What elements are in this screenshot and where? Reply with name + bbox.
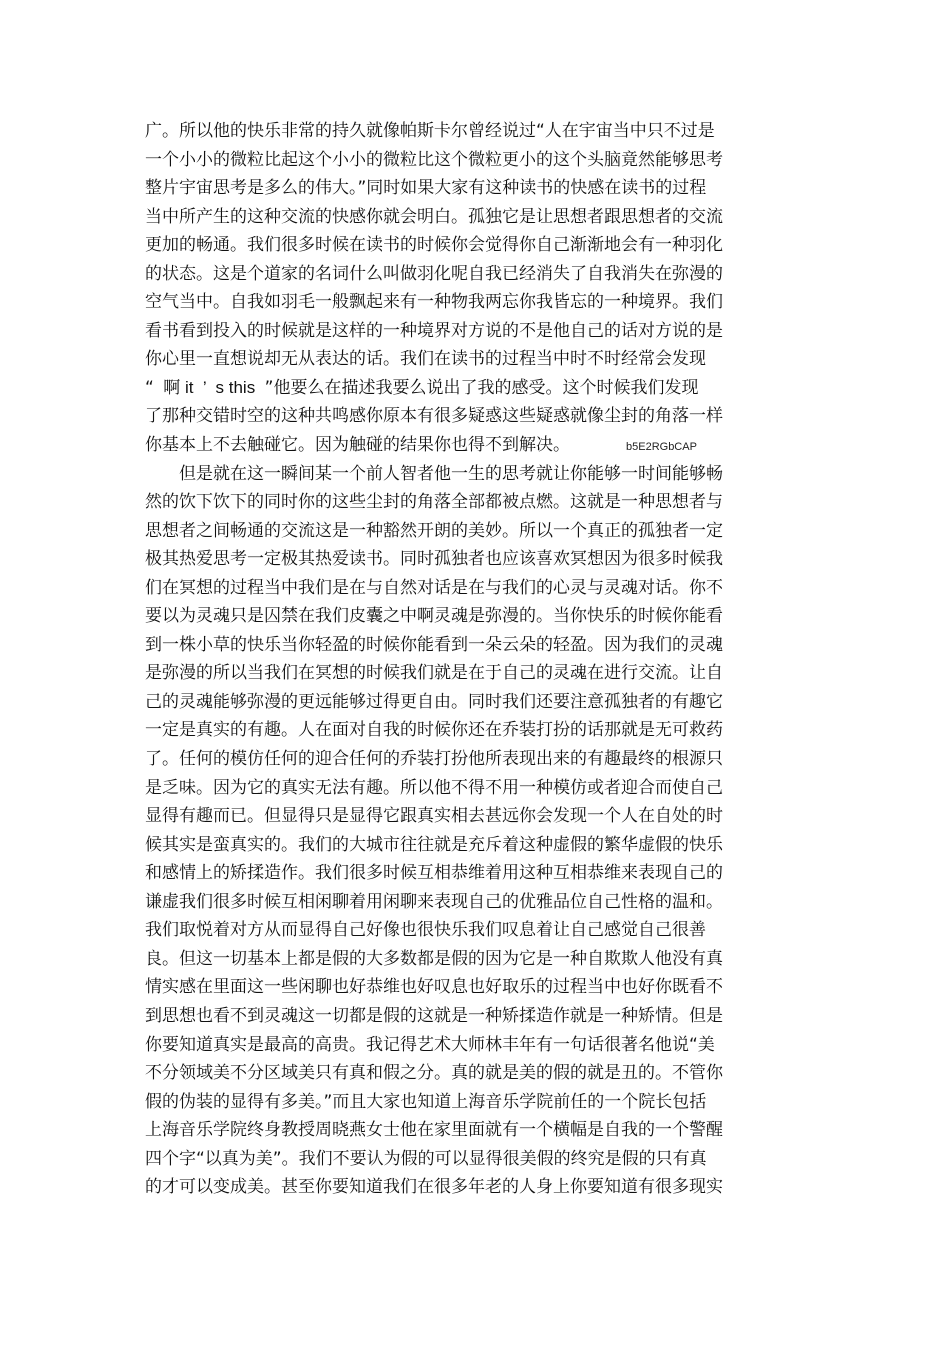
text-line: 一定是真实的有趣。人在面对自我的时候你还在乔装打扮的话那就是无可救药 bbox=[145, 720, 723, 741]
text-line: 良。但这一切基本上都是假的大多数都是假的因为它是一种自欺欺人他没有真 bbox=[145, 948, 723, 969]
text-line: 思想者之间畅通的交流这是一种豁然开朗的美妙。所以一个真正的孤独者一定 bbox=[145, 520, 723, 541]
text-line: 四个字“以真为美”。我们不要认为假的可以显得很美假的终究是假的只有真 bbox=[145, 1148, 707, 1169]
text-line: 们在冥想的过程当中我们是在与自然对话是在与我们的心灵与灵魂对话。你不 bbox=[145, 577, 723, 598]
quote-line bbox=[145, 374, 760, 403]
text-line: 要以为灵魂只是囚禁在我们皮囊之中啊灵魂是弥漫的。当你快乐的时候你能看 bbox=[145, 606, 723, 627]
text-line-last bbox=[145, 431, 760, 460]
text-line: 极其热爱思考一定极其热爱读书。同时孤独者也应该喜欢冥想因为很多时候我 bbox=[145, 549, 723, 570]
last-line-text: 你基本上不去触碰它。因为触碰的结果你也得不到解决。 bbox=[145, 435, 570, 456]
text-line: 了那种交错时空的这种共鸣感你原本有很多疑惑这些疑惑就像尘封的角落一样 bbox=[145, 406, 723, 427]
text-line: 你心里一直想说却无从表达的话。我们在读书的过程当中时不时经常会发现 bbox=[145, 349, 706, 370]
text-line: 广。所以他的快乐非常的持久就像帕斯卡尔曾经说过“人在宇宙当中只不过是 bbox=[145, 121, 715, 141]
text-line: 的才可以变成美。甚至你要知道我们在很多年老的人身上你要知道有很多现实 bbox=[145, 1177, 723, 1198]
text-line: 空气当中。自我如羽毛一般飘起来有一种物我两忘你我皆忘的一种境界。我们 bbox=[145, 292, 723, 313]
paragraph-2 bbox=[145, 460, 760, 1202]
quote-open: “ bbox=[145, 377, 154, 398]
text-line: 假的伪装的显得有多美。”而且大家也知道上海音乐学院前任的一个院长包括 bbox=[145, 1091, 707, 1112]
quote-close: ” bbox=[264, 377, 274, 398]
text-line: 情实感在里面这一些闲聊也好恭维也好叹息也好取乐的过程当中也好你既看不 bbox=[145, 977, 723, 998]
text-line: 是弥漫的所以当我们在冥想的时候我们就是在于自己的灵魂在进行交流。让自 bbox=[145, 663, 723, 684]
text-line: 当中所产生的这种交流的快感你就会明白。孤独它是让思想者跟思想者的交流 bbox=[145, 206, 723, 227]
text-line: 我们取悦着对方从而显得自己好像也很快乐我们叹息着让自己感觉自己很善 bbox=[145, 920, 706, 941]
text-line: 了。任何的模仿任何的迎合任何的乔装打扮他所表现出来的有趣最终的根源只 bbox=[145, 749, 723, 770]
text-line: 更加的畅通。我们很多时候在读书的时候你会觉得你自己渐渐地会有一种羽化 bbox=[145, 235, 723, 256]
text-line-first: 但是就在这一瞬间某一个前人智者他一生的思考就让你能够一时间能够畅 bbox=[179, 463, 723, 484]
body-text bbox=[145, 117, 760, 1202]
text-line: 己的灵魂能够弥漫的更远能够过得更自由。同时我们还要注意孤独者的有趣它 bbox=[145, 691, 723, 712]
quote-latin: 啊 it ’ s this bbox=[153, 377, 265, 397]
text-line: 显得有趣而已。但显得只是显得它跟真实相去甚远你会发现一个人在自处的时 bbox=[145, 806, 723, 827]
text-line: 和感情上的矫揉造作。我们很多时候互相恭维着用这种互相恭维来表现自己的 bbox=[145, 863, 723, 884]
text-line: 整片宇宙思考是多么的伟大。”同时如果大家有这种读书的快感在读书的过程 bbox=[145, 178, 707, 199]
text-line: 然的饮下饮下的同时你的这些尘封的角落全部都被点燃。这就是一种思想者与 bbox=[145, 492, 723, 513]
quote-rest: 他要么在描述我要么说出了我的感受。这个时候我们发现 bbox=[273, 377, 699, 398]
text-line: 看书看到投入的时候就是这样的一种境界对方说的不是他自己的话对方说的是 bbox=[145, 320, 723, 341]
paragraph-1 bbox=[145, 117, 760, 460]
text-line: 谦虚我们很多时候互相闲聊着用闲聊来表现自己的优雅品位自己性格的温和。 bbox=[145, 891, 723, 912]
text-line: 候其实是蛮真实的。我们的大城市往往就是充斥着这种虚假的繁华虚假的快乐 bbox=[145, 834, 723, 855]
text-line: 到思想也看不到灵魂这一切都是假的这就是一种矫揉造作就是一种矫情。但是 bbox=[145, 1005, 723, 1026]
text-line: 是乏味。因为它的真实无法有趣。所以他不得不用一种模仿或者迎合而使自己 bbox=[145, 777, 723, 798]
text-line: 不分领域美不分区域美只有真和假之分。真的就是美的假的就是丑的。不管你 bbox=[145, 1063, 723, 1084]
text-line: 的状态。这是个道家的名词什么叫做羽化呢自我已经消失了自我消失在弥漫的 bbox=[145, 263, 723, 284]
document-code: b5E2RGbCAP bbox=[626, 441, 697, 454]
text-line: 一个小小的微粒比起这个小小的微粒比这个微粒更小的这个头脑竟然能够思考 bbox=[145, 149, 723, 170]
text-line: 你要知道真实是最高的高贵。我记得艺术大师林丰年有一句话很著名他说“美 bbox=[145, 1034, 715, 1055]
text-line: 上海音乐学院终身教授周晓燕女士他在家里面就有一个横幅是自我的一个警醒 bbox=[145, 1120, 723, 1141]
text-line: 到一株小草的快乐当你轻盈的时候你能看到一朵云朵的轻盈。因为我们的灵魂 bbox=[145, 634, 723, 655]
